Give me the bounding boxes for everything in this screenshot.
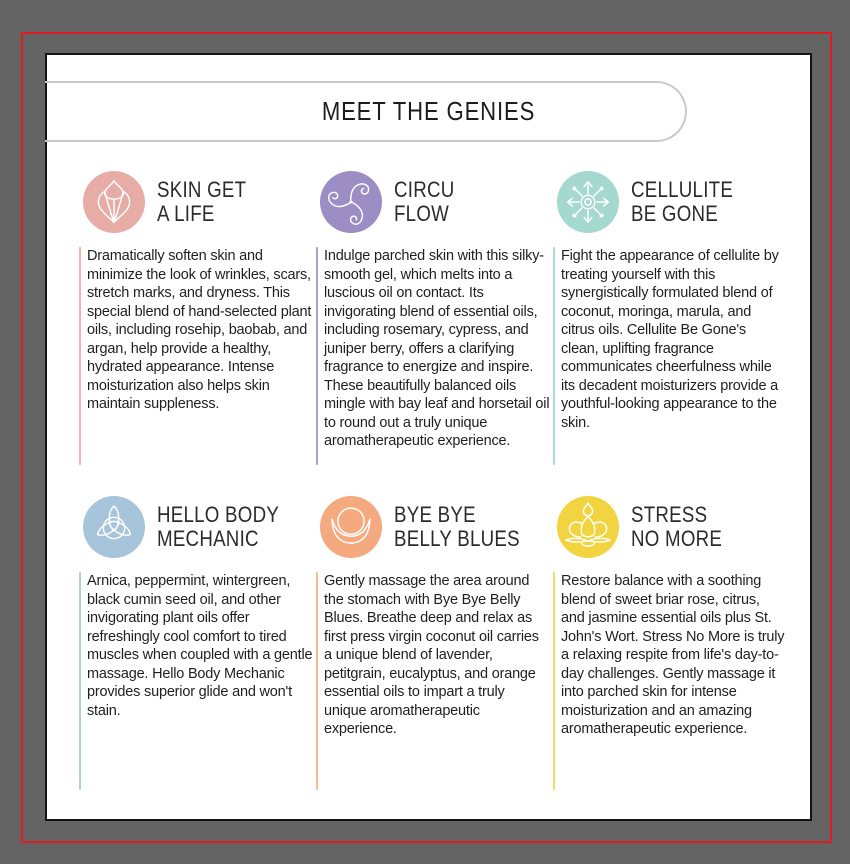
product-card-skin-get-a-life (79, 171, 316, 496)
product-title-line1: STRESS (631, 502, 708, 527)
product-title-line2: MECHANIC (157, 526, 259, 551)
product-description: Restore balance with a soothing blend of sweet briar rose, citrus, and jasmine essential oils plus St. John's Wort. Stress No More is truly a relaxing respite from life's day-to-day challenges. Gently massage it into parched skin for intense moisturization and an amazing aromatherapeutic experience. (561, 573, 785, 737)
product-header (83, 496, 316, 558)
product-description: Arnica, peppermint, wintergreen, black cumin seed oil, and other invigorating plant oils offer refreshingly cool comfort to tired muscles when coupled with a gentle massage. Hello Body Mechanic provides superior glide and won't stain. (87, 573, 313, 719)
product-title (631, 503, 722, 551)
product-description: Dramatically soften skin and minimize the look of wrinkles, scars, stretch marks, and dryness. This special blend of hand-selected plant oils, including rosehip, baobab, and argan, help provide a healthy, hydrated appearance. Intense moisturization also helps skin maintain suppleness. (87, 248, 312, 412)
product-header (83, 171, 316, 233)
product-card-bye-bye-belly-blues (316, 496, 553, 821)
product-title-line2: FLOW (394, 201, 450, 226)
product-title (394, 503, 520, 551)
product-title-line1: CELLULITE (631, 177, 734, 202)
product-header (320, 496, 553, 558)
triple-spiral-icon (320, 171, 382, 233)
product-title-line2: NO MORE (631, 526, 723, 551)
product-title (157, 503, 279, 551)
product-description: Indulge parched skin with this silky-smooth gel, which melts into a luscious oil on contact. Its invigorating blend of essential oils, including rosemary, cypress, and juniper berry, offers a clarifying fragrance to energize and inspire. These beautifully balanced oils mingle with bay leaf and horsetail oil to round out a truly unique aromatherapeutic experience. (324, 248, 550, 449)
product-description: Fight the appearance of cellulite by treating yourself with this synergistically formulated blend of coconut, moringa, marula, and citrus oils. Cellulite Be Gone's clean, uplifting fragrance communicates cheerfulness while its decadent moisturizers provide a youthful-looking appearance to the skin. (561, 248, 779, 431)
product-title-line1: BYE BYE (394, 502, 476, 527)
product-title (631, 178, 733, 226)
lotus-heart-icon (83, 171, 145, 233)
product-title-line1: SKIN GET (157, 177, 247, 202)
product-card-hello-body-mechanic (79, 496, 316, 821)
product-description-block (79, 247, 316, 465)
radiating-arrows-icon (557, 171, 619, 233)
product-title-line2: A LIFE (157, 201, 215, 226)
header-pill (45, 81, 687, 142)
product-description-block (316, 247, 553, 465)
product-title-line2: BELLY BLUES (394, 526, 520, 551)
product-description-block (79, 572, 316, 790)
page (45, 53, 812, 821)
product-title-line2: BE GONE (631, 201, 719, 226)
product-header (557, 171, 790, 233)
product-header (557, 496, 790, 558)
product-title-line1: HELLO BODY (157, 502, 280, 527)
product-card-stress-no-more (553, 496, 790, 821)
page-title: MEET THE GENIES (321, 96, 536, 126)
sun-over-crescent-icon (320, 496, 382, 558)
product-description: Gently massage the area around the stomach with Bye Bye Belly Blues. Breathe deep and relax as first press virgin coconut oil carries a unique blend of lavender, petitgrain, eucalyptus, and orange essential oils to impart a truly unique aromatherapeutic experience. (324, 573, 539, 737)
lotus-droplet-icon (557, 496, 619, 558)
product-title-line1: CIRCU (394, 177, 455, 202)
product-card-cellulite-be-gone (553, 171, 790, 496)
triquetra-icon (83, 496, 145, 558)
product-card-circu-flow (316, 171, 553, 496)
product-grid (79, 171, 790, 821)
product-description-block (553, 572, 790, 790)
product-title (394, 178, 454, 226)
product-header (320, 171, 553, 233)
product-description-block (316, 572, 553, 790)
product-description-block (553, 247, 790, 465)
product-title (157, 178, 246, 226)
